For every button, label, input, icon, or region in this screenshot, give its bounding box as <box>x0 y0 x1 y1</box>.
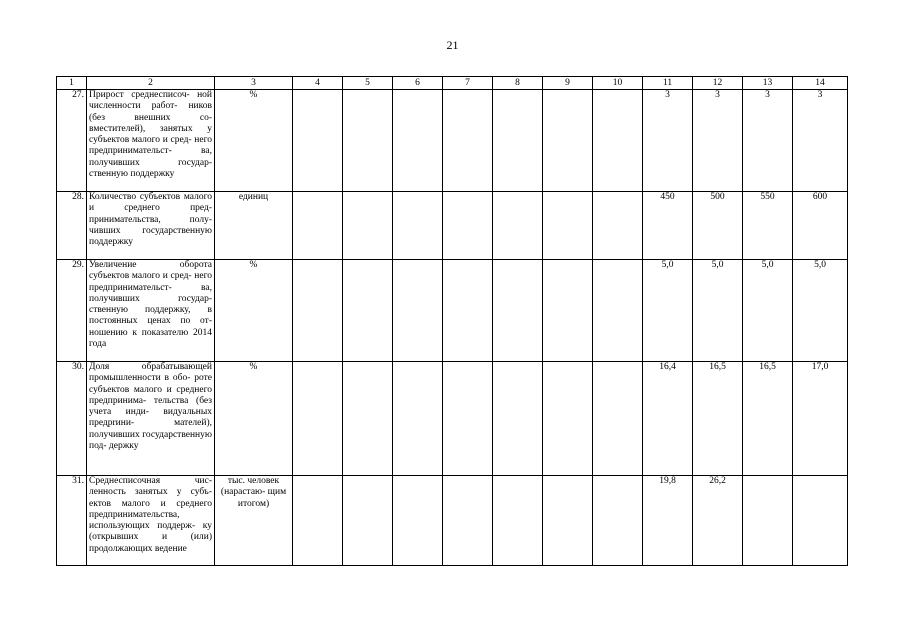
empty-cell <box>593 260 643 362</box>
empty-cell <box>443 260 493 362</box>
row-number: 31. <box>57 476 87 566</box>
value-col-14: 5,0 <box>793 260 848 362</box>
empty-cell <box>593 192 643 260</box>
column-header: 14 <box>793 77 848 90</box>
empty-cell <box>393 260 443 362</box>
value-col-11: 19,8 <box>643 476 693 566</box>
value-col-13: 5,0 <box>743 260 793 362</box>
table-row <box>57 260 848 362</box>
value-col-13: 3 <box>743 90 793 192</box>
indicator-name: Прирост среднесписоч- ной численности работ- ников (без внешних со- вместителей), занятых у субъектов малого и сред- него предпринимательст- ва, получивших государ- ственную поддержку <box>87 90 215 192</box>
indicator-name: Доля обрабатывающей промышленности в обо- роте субъектов малого и среднего предпринима- тельства (без учета инди- видуальных предprини- мателей), получивших государственную под- держку <box>87 362 215 476</box>
empty-cell <box>343 362 393 476</box>
column-header: 8 <box>493 77 543 90</box>
column-header: 12 <box>693 77 743 90</box>
value-col-12: 5,0 <box>693 260 743 362</box>
row-number: 28. <box>57 192 87 260</box>
empty-cell <box>393 192 443 260</box>
empty-cell <box>293 362 343 476</box>
empty-cell <box>293 476 343 566</box>
empty-cell <box>543 362 593 476</box>
empty-cell <box>493 192 543 260</box>
column-header: 10 <box>593 77 643 90</box>
value-col-13: 550 <box>743 192 793 260</box>
column-header: 1 <box>57 77 87 90</box>
empty-cell <box>593 476 643 566</box>
row-number: 27. <box>57 90 87 192</box>
value-col-14: 3 <box>793 90 848 192</box>
empty-cell <box>543 476 593 566</box>
empty-cell <box>393 90 443 192</box>
value-col-12: 3 <box>693 90 743 192</box>
empty-cell <box>493 476 543 566</box>
value-col-11: 450 <box>643 192 693 260</box>
unit-cell: тыс. человек (нарастаю- щим итогом) <box>215 476 293 566</box>
indicators-table <box>56 76 848 566</box>
empty-cell <box>343 476 393 566</box>
empty-cell <box>593 90 643 192</box>
empty-cell <box>293 260 343 362</box>
empty-cell <box>293 192 343 260</box>
empty-cell <box>343 90 393 192</box>
empty-cell <box>443 476 493 566</box>
table-row <box>57 90 848 192</box>
unit-cell: % <box>215 362 293 476</box>
value-col-14: 600 <box>793 192 848 260</box>
column-header: 11 <box>643 77 693 90</box>
table-row <box>57 362 848 476</box>
empty-cell <box>343 260 393 362</box>
column-header: 2 <box>87 77 215 90</box>
value-col-12: 500 <box>693 192 743 260</box>
empty-cell <box>393 362 443 476</box>
value-col-14 <box>793 476 848 566</box>
column-header: 13 <box>743 77 793 90</box>
row-number: 29. <box>57 260 87 362</box>
column-header: 7 <box>443 77 493 90</box>
column-header: 6 <box>393 77 443 90</box>
page-number: 21 <box>446 38 459 52</box>
empty-cell <box>493 260 543 362</box>
empty-cell <box>443 90 493 192</box>
empty-cell <box>493 362 543 476</box>
table-row <box>57 476 848 566</box>
unit-cell: % <box>215 90 293 192</box>
column-header: 9 <box>543 77 593 90</box>
empty-cell <box>443 192 493 260</box>
empty-cell <box>343 192 393 260</box>
header-row <box>57 77 848 90</box>
value-col-12: 16,5 <box>693 362 743 476</box>
empty-cell <box>543 260 593 362</box>
empty-cell <box>543 90 593 192</box>
unit-cell: % <box>215 260 293 362</box>
unit-cell: единиц <box>215 192 293 260</box>
empty-cell <box>543 192 593 260</box>
value-col-11: 5,0 <box>643 260 693 362</box>
value-col-11: 16,4 <box>643 362 693 476</box>
indicator-name: Количество субъектов малого и среднего пред- принимательства, полу- чивших государственную поддержку <box>87 192 215 260</box>
value-col-13 <box>743 476 793 566</box>
value-col-11: 3 <box>643 90 693 192</box>
indicator-name: Увеличение оборота субъектов малого и сред- него предпринимательст- ва, получивших государ- ственную поддержку, в постоянных ценах по от- ношению к показателю 2014 года <box>87 260 215 362</box>
column-header: 3 <box>215 77 293 90</box>
column-header: 5 <box>343 77 393 90</box>
empty-cell <box>493 90 543 192</box>
value-col-13: 16,5 <box>743 362 793 476</box>
empty-cell <box>293 90 343 192</box>
value-col-14: 17,0 <box>793 362 848 476</box>
column-header: 4 <box>293 77 343 90</box>
empty-cell <box>443 362 493 476</box>
empty-cell <box>393 476 443 566</box>
row-number: 30. <box>57 362 87 476</box>
indicator-name: Среднесписочная чис- ленность занятых у субъ- ектов малого и среднего предпринимательства, использующих поддерж- ку (открывших и (или) продолжающих ведение <box>87 476 215 566</box>
empty-cell <box>593 362 643 476</box>
table-row <box>57 192 848 260</box>
value-col-12: 26,2 <box>693 476 743 566</box>
